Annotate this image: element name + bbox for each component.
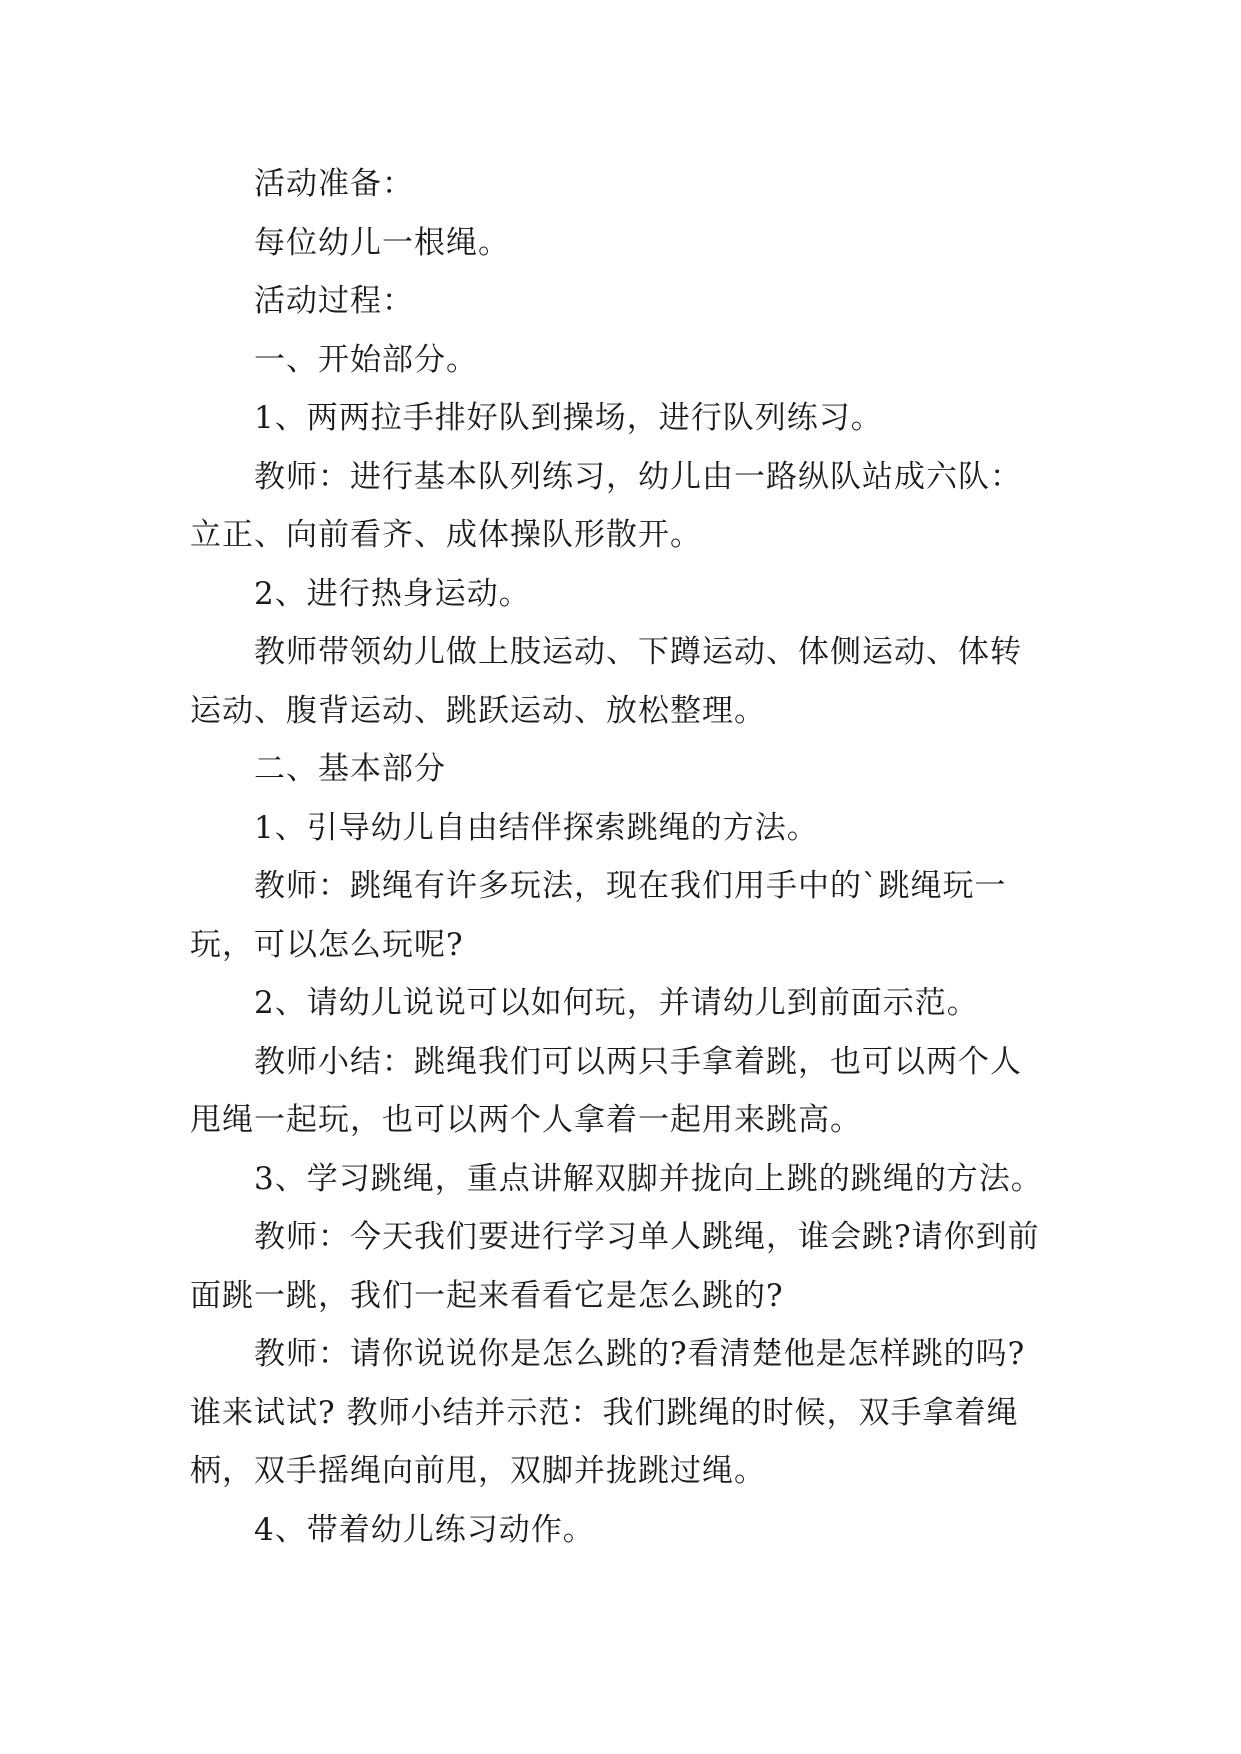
paragraph-step-1-queue: 1、两两拉手排好队到操场，进行队列练习。 [254, 400, 883, 436]
paragraph-section-opening: 一、开始部分。 [254, 341, 478, 378]
paragraph-step-1-explore: 1、引导幼儿自由结伴探索跳绳的方法。 [254, 809, 819, 846]
paragraph-teacher-single-rope: 教师：今天我们要进行学习单人跳绳，谁会跳?请你到前面跳一跳，我们一起来看看它是怎么跳的? [190, 1219, 1040, 1314]
paragraph-step-2-warmup: 2、进行热身运动。 [254, 575, 531, 612]
paragraph-teacher-queue-drill: 教师：进行基本队列练习，幼儿由一路纵队站成六队：立正、向前看齐、成体操队形散开。 [190, 458, 1022, 553]
paragraph-activity-preparation: 活动准备： [254, 166, 414, 202]
document-body [190, 155, 1050, 1559]
paragraph-rope-per-child: 每位幼儿一根绳。 [254, 224, 510, 261]
paragraph-section-basic: 二、基本部分 [254, 751, 446, 787]
paragraph-teacher-demonstration: 教师：请你说说你是怎么跳的?看清楚他是怎样跳的吗?谁来试试? 教师小结并示范：我们跳绳的时候，双手拿着绳柄，双手摇绳向前甩，双脚并拢跳过绳。 [190, 1336, 1026, 1489]
paragraph-step-3-learn: 3、学习跳绳，重点讲解双脚并拢向上跳的跳绳的方法。 [254, 1160, 1043, 1197]
paragraph-step-4-practice: 4、带着幼儿练习动作。 [254, 1511, 595, 1548]
paragraph-teacher-how-to-play: 教师：跳绳有许多玩法，现在我们用手中的`跳绳玩一玩，可以怎么玩呢? [190, 868, 1007, 963]
paragraph-step-2-demonstrate: 2、请幼儿说说可以如何玩，并请幼儿到前面示范。 [254, 985, 979, 1021]
paragraph-activity-process: 活动过程： [254, 283, 414, 319]
paragraph-teacher-warmup: 教师带领幼儿做上肢运动、下蹲运动、体侧运动、体转运动、腹背运动、跳跃运动、放松整理。 [190, 634, 1022, 729]
paragraph-teacher-summary: 教师小结：跳绳我们可以两只手拿着跳，也可以两个人甩绳一起玩，也可以两个人拿着一起用来跳高。 [190, 1043, 1022, 1138]
